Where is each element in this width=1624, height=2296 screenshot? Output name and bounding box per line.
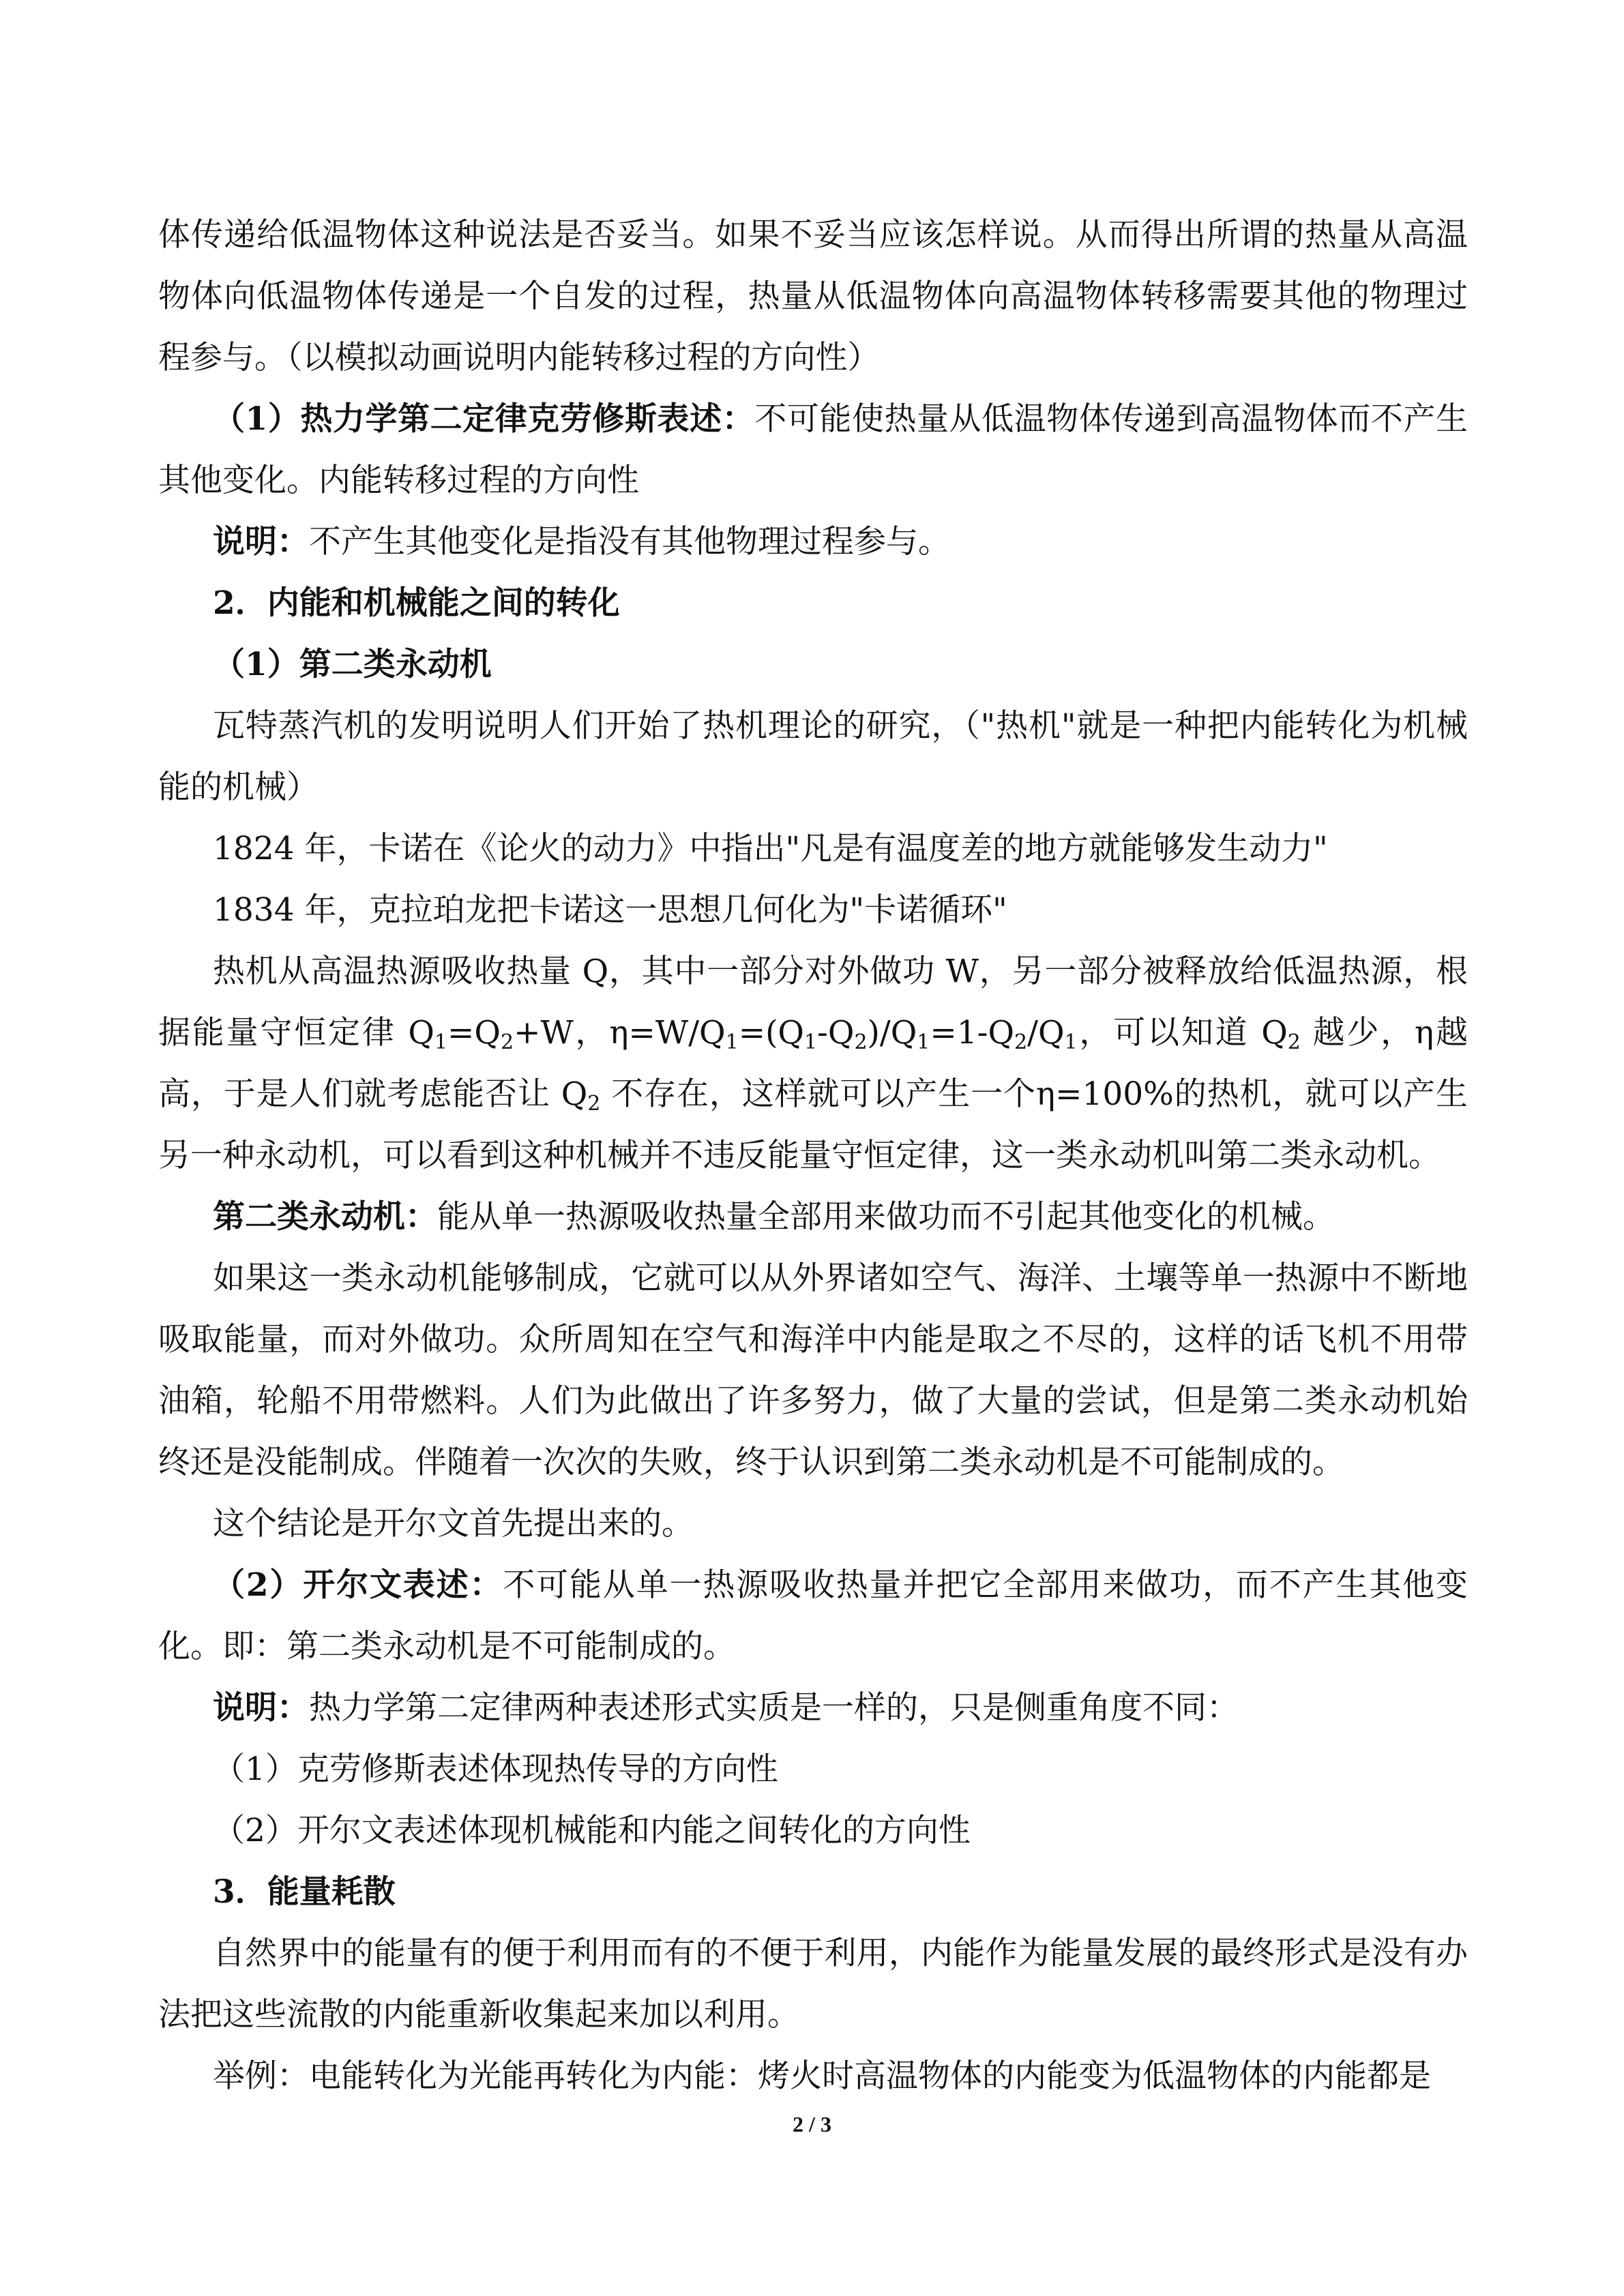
paragraph-clausius-statement xyxy=(158,389,1468,511)
subscript: 1 xyxy=(803,1030,818,1054)
formula-text: -Q xyxy=(817,1014,855,1052)
paragraph-note-2 xyxy=(158,1678,1468,1739)
page-number: 2 / 3 xyxy=(793,2112,831,2136)
page-content xyxy=(158,205,1468,2107)
subscript: 1 xyxy=(434,1030,448,1054)
note-text: 不产生其他变化是指没有其他物理过程参与。 xyxy=(309,523,950,561)
paragraph-kelvin-statement xyxy=(158,1555,1468,1678)
subscript: 2 xyxy=(1014,1030,1028,1054)
paragraph-clausius-direction: （1）克劳修斯表述体现热传导的方向性 xyxy=(213,1750,778,1788)
formula-text: 越少，η越高，于是人们就考虑能否让 Q xyxy=(158,1014,1468,1113)
formula-text: 热机从高温热源吸收热量 Q，其中一部分对外做功 W，另一部分被释放给低温热源，根据能量守恒定律 Q xyxy=(158,953,1468,1052)
clausius-statement-text: 不可能使热量从低温物体传递到高温物体而不产生其他变化。内能转移过程的方向性 xyxy=(158,400,1468,499)
formula-text: +W，η=W/Q xyxy=(514,1014,726,1052)
section-heading-3: 3．能量耗散 xyxy=(213,1873,396,1911)
formula-text: =Q xyxy=(447,1014,501,1052)
subscript: 1 xyxy=(1064,1030,1078,1054)
subscript: 2 xyxy=(854,1030,868,1054)
paragraph-energy-dissipation: 自然界中的能量有的便于利用而有的不便于利用，内能作为能量发展的最终形式是没有办法把这些流散的内能重新收集起来加以利用。 xyxy=(158,1935,1468,2033)
subscript: 1 xyxy=(725,1030,739,1054)
second-kind-label: 第二类永动机： xyxy=(213,1198,437,1236)
paragraph-heat-engine-efficiency xyxy=(158,941,1468,1187)
paragraph-second-kind-definition xyxy=(158,1187,1468,1248)
kelvin-statement-label: （2）开尔文表述： xyxy=(213,1566,503,1604)
second-kind-text: 能从单一热源吸收热量全部用来做功而不引起其他变化的机械。 xyxy=(437,1198,1335,1236)
paragraph-watt-steam-engine: 瓦特蒸汽机的发明说明人们开始了热机理论的研究，（"热机"就是一种把内能转化为机械能的机械） xyxy=(158,707,1468,806)
paragraph-note-1 xyxy=(158,511,1468,573)
formula-text: ，可以知道 Q xyxy=(1077,1014,1288,1052)
note-label: 说明： xyxy=(213,1689,309,1727)
subsection-heading-perpetual-motion: （1）第二类永动机 xyxy=(213,646,492,683)
paragraph-kelvin-direction: （2）开尔文表述体现机械能和内能之间转化的方向性 xyxy=(213,1812,971,1849)
formula-text: =(Q xyxy=(738,1014,804,1052)
paragraph-clapeyron-1834: 1834 年，克拉珀龙把卡诺这一思想几何化为"卡诺循环" xyxy=(213,891,1007,929)
section-heading-2: 2．内能和机械能之间的转化 xyxy=(213,584,620,622)
paragraph-heat-transfer-intro: 体传递给低温物体这种说法是否妥当。如果不妥当应该怎样说。从而得出所谓的热量从高温物体向低温物体传递是一个自发的过程，热量从低温物体向高温物体转移需要其他的物理过程参与。（以模拟动画说明内能转移过程的方向性） xyxy=(158,216,1468,376)
paragraph-carnot-1824: 1824 年，卡诺在《论火的动力》中指出"凡是有温度差的地方就能够发生动力" xyxy=(213,830,1328,867)
subscript: 2 xyxy=(500,1030,514,1054)
clausius-statement-label: （1）热力学第二定律克劳修斯表述： xyxy=(213,400,755,438)
formula-text: )/Q xyxy=(867,1014,917,1052)
formula-text: 不存在，这样就可以产生一个η=100%的热机，就可以产生另一种永动机，可以看到这种机械并不违反能量守恒定律，这一类永动机叫第二类永动机。 xyxy=(158,1075,1468,1174)
formula-text: /Q xyxy=(1027,1014,1065,1052)
paragraph-second-kind-attempts: 如果这一类永动机能够制成，它就可以从外界诸如空气、海洋、土壤等单一热源中不断地吸取能量，而对外做功。众所周知在空气和海洋中内能是取之不尽的，这样的话飞机不用带油箱，轮船不用带燃料。人们为此做出了许多努力，做了大量的尝试，但是第二类永动机始终还是没能制成。伴随着一次次的失败，终于认识到第二类永动机是不可能制成的。 xyxy=(158,1259,1468,1481)
subscript: 1 xyxy=(917,1030,930,1054)
formula-text: =1-Q xyxy=(930,1014,1015,1052)
note-text: 热力学第二定律两种表述形式实质是一样的，只是侧重角度不同： xyxy=(309,1689,1239,1727)
paragraph-example: 举例：电能转化为光能再转化为内能：烤火时高温物体的内能变为低温物体的内能都是 xyxy=(213,2057,1431,2095)
note-label: 说明： xyxy=(213,523,309,561)
subscript: 2 xyxy=(587,1092,601,1116)
kelvin-statement-text: 不可能从单一热源吸收热量并把它全部用来做功，而不产生其他变化。即：第二类永动机是不可能制成的。 xyxy=(158,1566,1468,1665)
subscript: 2 xyxy=(1287,1030,1301,1054)
paragraph-kelvin-origin: 这个结论是开尔文首先提出来的。 xyxy=(213,1505,694,1542)
